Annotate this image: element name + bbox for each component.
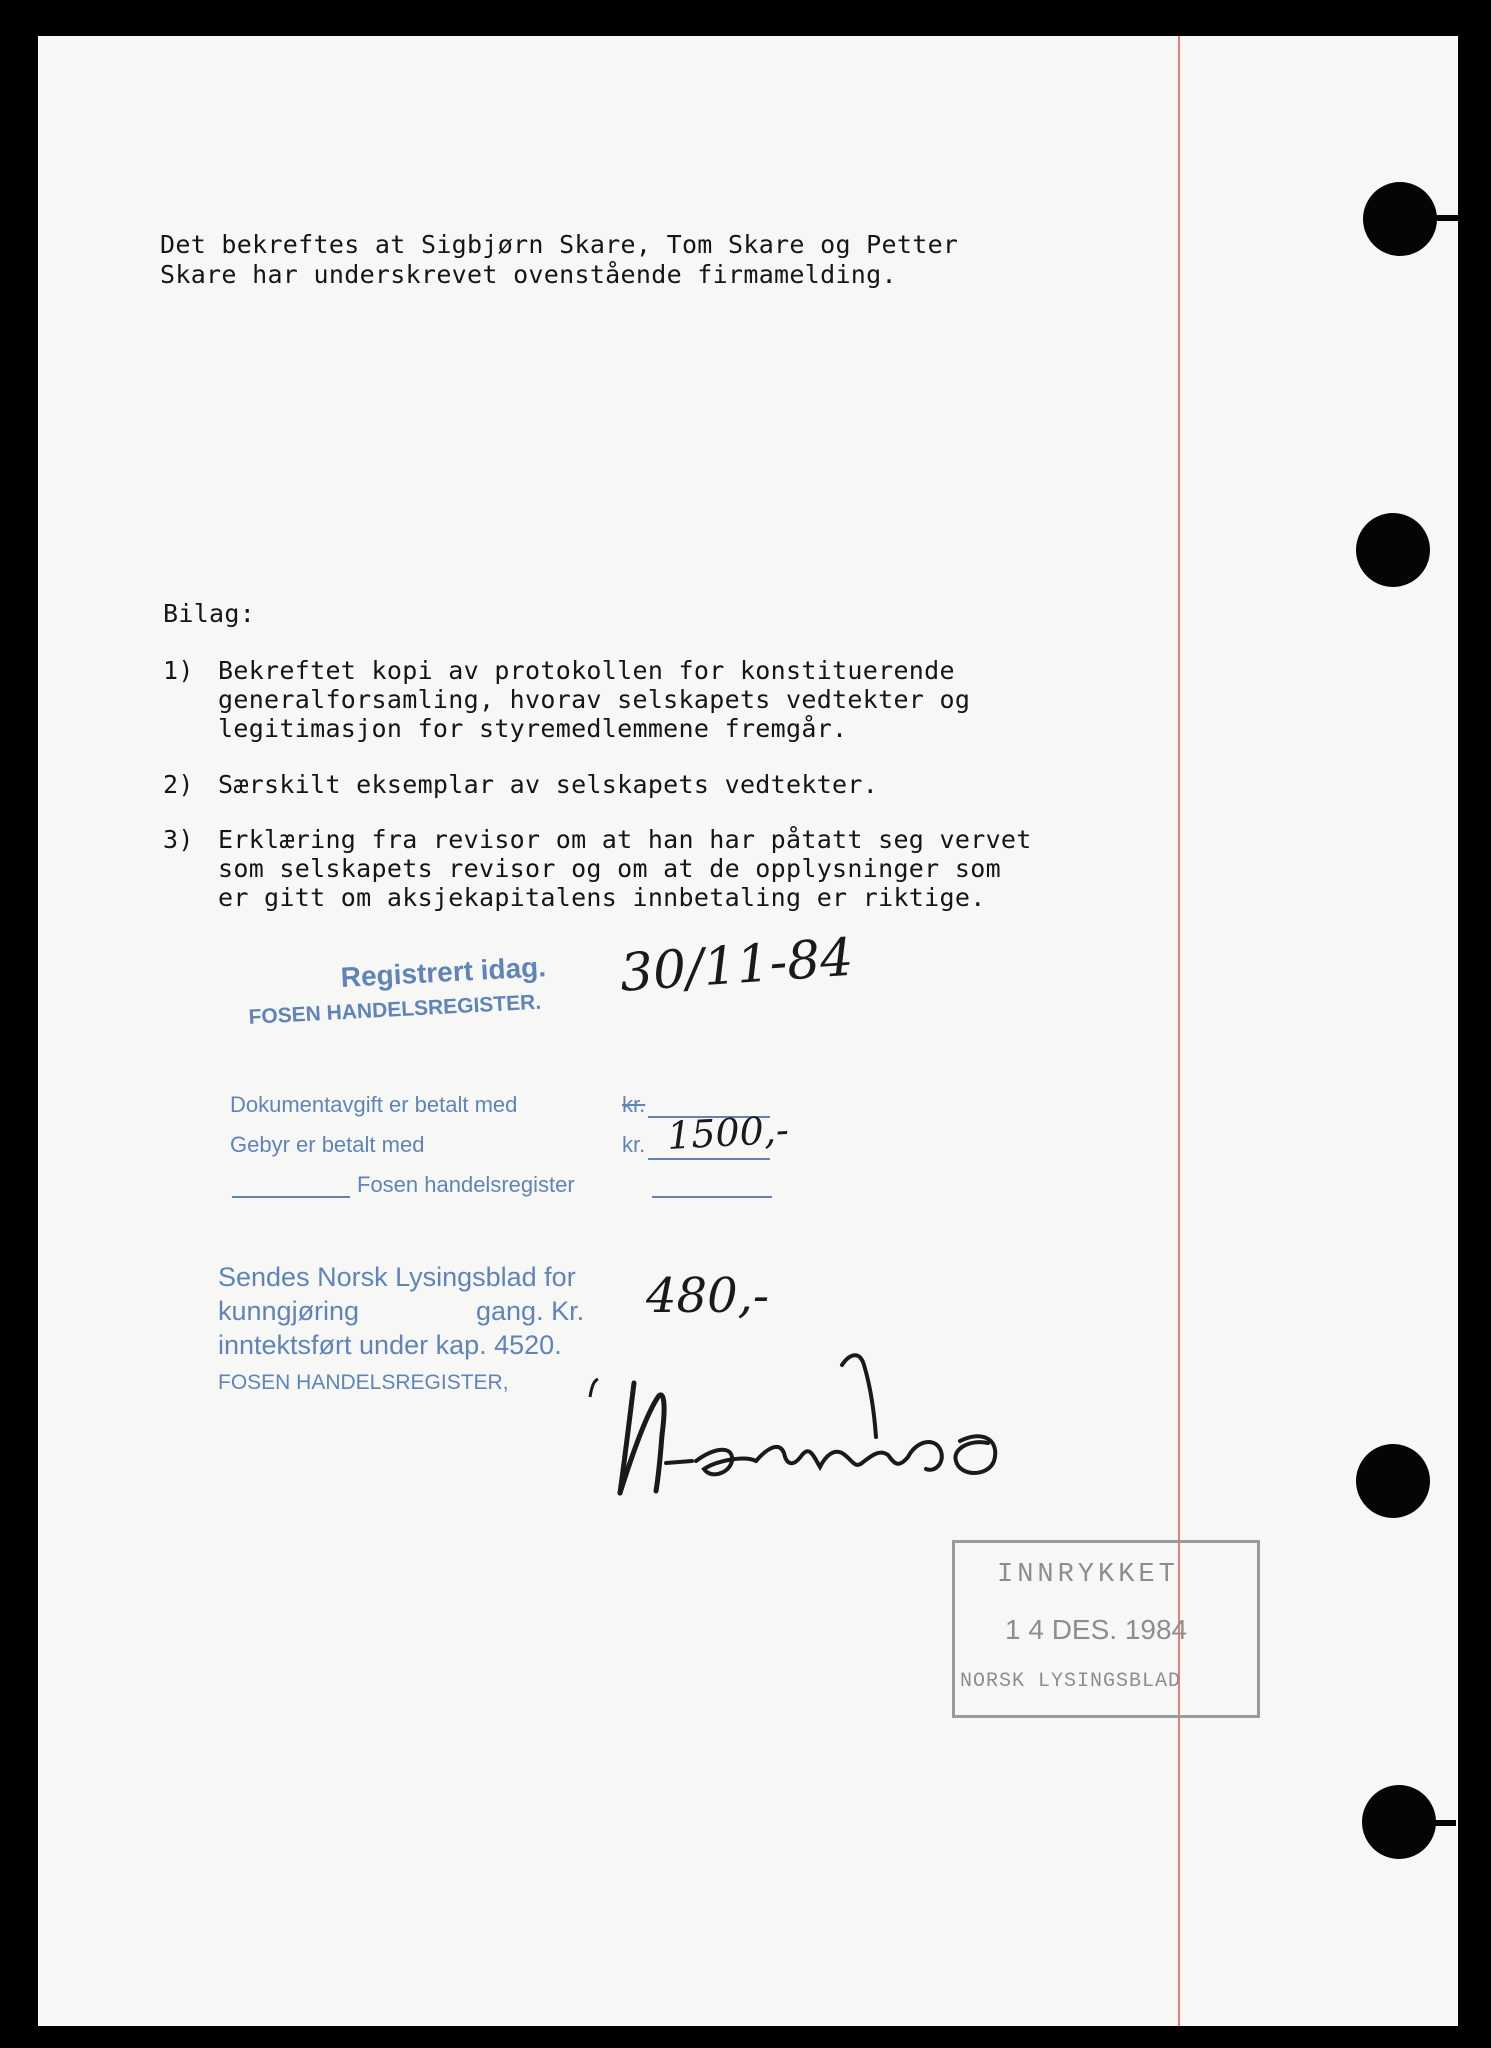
attachment-2-number: 2) (163, 770, 194, 799)
publication-amount-handwritten: 480,- (646, 1268, 770, 1324)
publication-line-4: FOSEN HANDELSREGISTER, (218, 1371, 509, 1394)
punch-hole-tab-1 (1418, 215, 1458, 221)
attachment-3-line-3: er gitt om aksjekapitalens innbetaling er riktige. (218, 883, 986, 912)
registry-line-right (652, 1196, 772, 1198)
attachment-1-line-3: legitimasjon for styremedlemmene fremgår. (218, 714, 848, 743)
fee-amount-handwritten: 1500,- (666, 1107, 790, 1158)
publication-line-3: inntektsført under kap. 4520. (218, 1330, 562, 1360)
attachment-3-line-2: som selskapets revisor og om at de opplysninger som (218, 854, 1001, 883)
punch-hole-3 (1356, 1444, 1430, 1518)
registration-stamp-line-1: Registrert idag. (340, 951, 547, 993)
document-fee-currency: kr. (622, 1092, 646, 1117)
publication-line-2-b: gang. Kr. (476, 1296, 585, 1326)
attachment-3-number: 3) (163, 825, 194, 854)
punch-hole-tab-4 (1416, 1820, 1456, 1826)
attachment-2-line-1: Særskilt eksemplar av selskapets vedtekter. (218, 770, 879, 799)
document-fee-label: Dokumentavgift er betalt med (230, 1092, 518, 1117)
fee-currency: kr. (622, 1132, 646, 1157)
statement-line-1: Det bekreftes at Sigbjørn Skare, Tom Skare og Petter (160, 230, 959, 259)
attachments-heading: Bilag: (163, 599, 256, 628)
fee-label: Gebyr er betalt med (230, 1132, 425, 1157)
received-stamp-line-1: INNRYKKET (997, 1560, 1179, 1590)
attachment-3-line-1: Erklæring fra revisor om at han har påtatt seg vervet (218, 825, 1032, 854)
fee-line (648, 1158, 770, 1160)
attachment-1-line-1: Bekreftet kopi av protokollen for konstituerende (218, 656, 955, 685)
registration-stamp-line-2: FOSEN HANDELSREGISTER. (248, 990, 542, 1029)
received-stamp-line-3: NORSK LYSINGSBLAD (960, 1670, 1182, 1693)
punch-hole-2 (1356, 513, 1430, 587)
signature (580, 1345, 1060, 1510)
document-page (38, 36, 1458, 2026)
attachment-1-line-2: generalforsamling, hvorav selskapets vedtekter og (218, 685, 971, 714)
fee-registry: Fosen handelsregister (357, 1172, 575, 1197)
registry-line-left (232, 1196, 350, 1198)
statement-line-2: Skare har underskrevet ovenstående firmamelding. (160, 260, 897, 289)
publication-line-2-a: kunngjøring (218, 1296, 360, 1326)
attachment-1-number: 1) (163, 656, 194, 685)
publication-line-1: Sendes Norsk Lysingsblad for (218, 1262, 576, 1292)
received-stamp-line-2: 1 4 DES. 1984 (1005, 1614, 1188, 1645)
registration-date-handwritten: 30/11-84 (618, 927, 856, 1004)
margin-line (1178, 36, 1180, 2026)
